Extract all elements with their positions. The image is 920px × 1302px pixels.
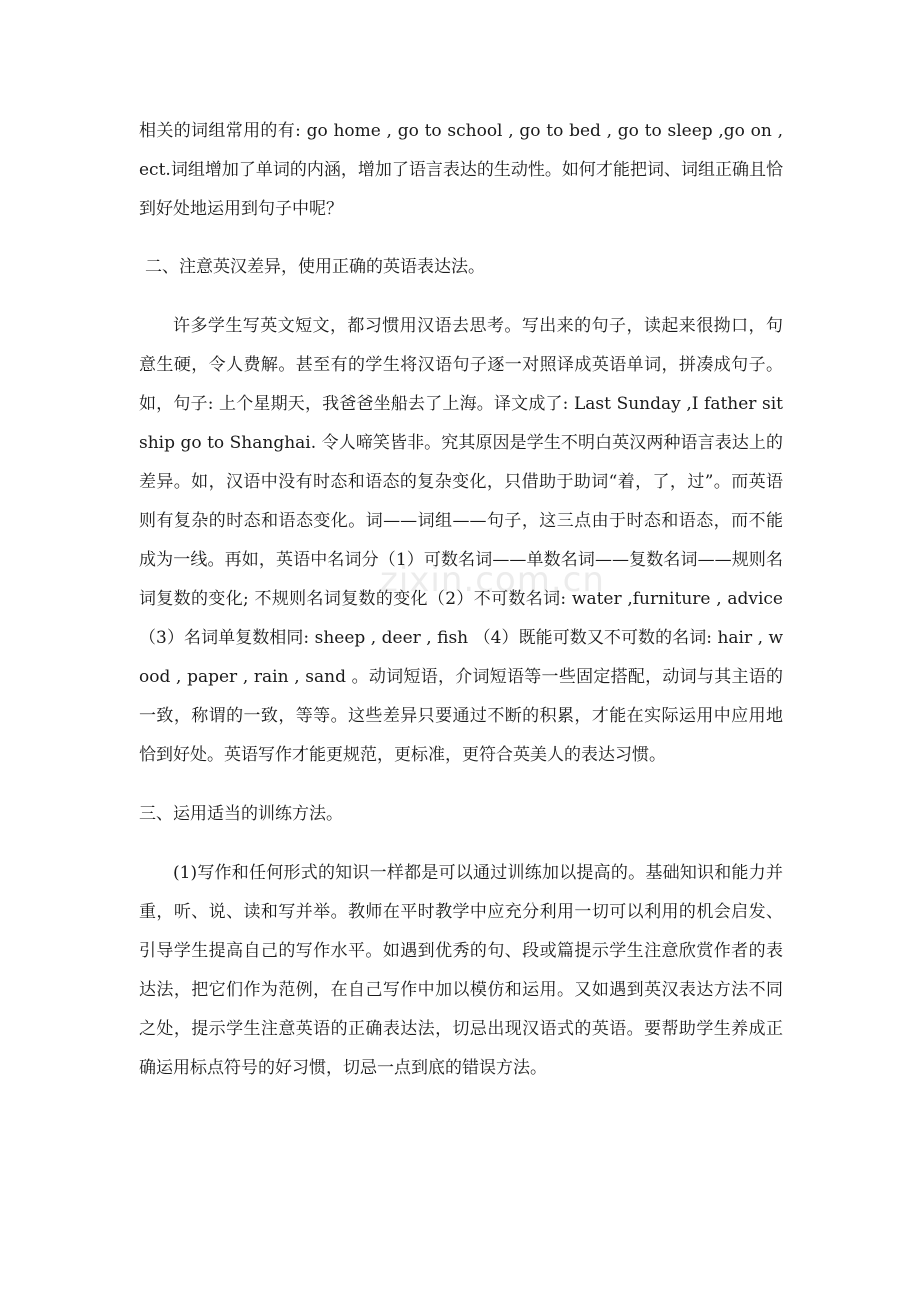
section-heading-3: 三、运用适当的训练方法。 xyxy=(139,804,343,824)
watermark: zixin.com.cn xyxy=(380,560,605,600)
paragraph-training: (1)写作和任何形式的知识一样都是可以通过训练加以提高的。基础知识和能力并重，听、说、读和写并举。教师在平时教学中应充分利用一切可以利用的机会启发、引导学生提高自己的写作水平。如遇到优秀的句、段或篇提示学生注意欣赏作者的表达法，把它们作为范例，在自己写作中加以模仿和运用。又如遇到英汉表达方法不同之处，提示学生注意英语的正确表达法，切忌出现汉语式的英语。要帮助学生养成正确运用标点符号的好习惯，切忌一点到底的错误方法。 xyxy=(139,863,783,1078)
paragraph-differences: 许多学生写英文短文，都习惯用汉语去思考。写出来的句子，读起来很拗口，句意生硬，令人费解。甚至有的学生将汉语句子逐一对照译成英语单词，拼凑成句子。如，句子: 上个星期天，我爸爸坐船去了上海。译文成了: Last Sunday ,I father sit ship go to Shanghai. 令人啼笑皆非。究其原因是学生不明白英汉两种语言表达上的差异。如，汉语中没有时态和语态的复杂变化，只借助于助词“着，了，过”。而英语则有复杂的时态和语态变化。词——词组——句子，这三点由于时态和语态，而不能成为一线。再如，英语中名词分（1）可数名词——单数名词——复数名词——规则名词复数的变化; 不规则名词复数的变化（2）不可数名词: water ,furniture , advice （3）名词单复数相同: sheep , deer , fish （4）既能可数又不可数的名词: hair , wood , paper , rain , sand 。动词短语，介词短语等一些固定搭配，动词与其主语的一致，称谓的一致，等等。这些差异只要通过不断的积累，才能在实际运用中应用地恰到好处。英语写作才能更规范，更标准，更符合英美人的表达习惯。 xyxy=(139,316,783,765)
document-body xyxy=(139,112,783,1108)
section-heading-2: 二、注意英汉差异，使用正确的英语表达法。 xyxy=(145,257,485,277)
paragraph-phrases: 相关的词组常用的有: go home , go to school , go to bed , go to sleep ,go on ,ect.词组增加了单词的内涵，增加了语言表达的生动性。如何才能把词、词组正确且恰到好处地运用到句子中呢？ xyxy=(139,121,783,219)
